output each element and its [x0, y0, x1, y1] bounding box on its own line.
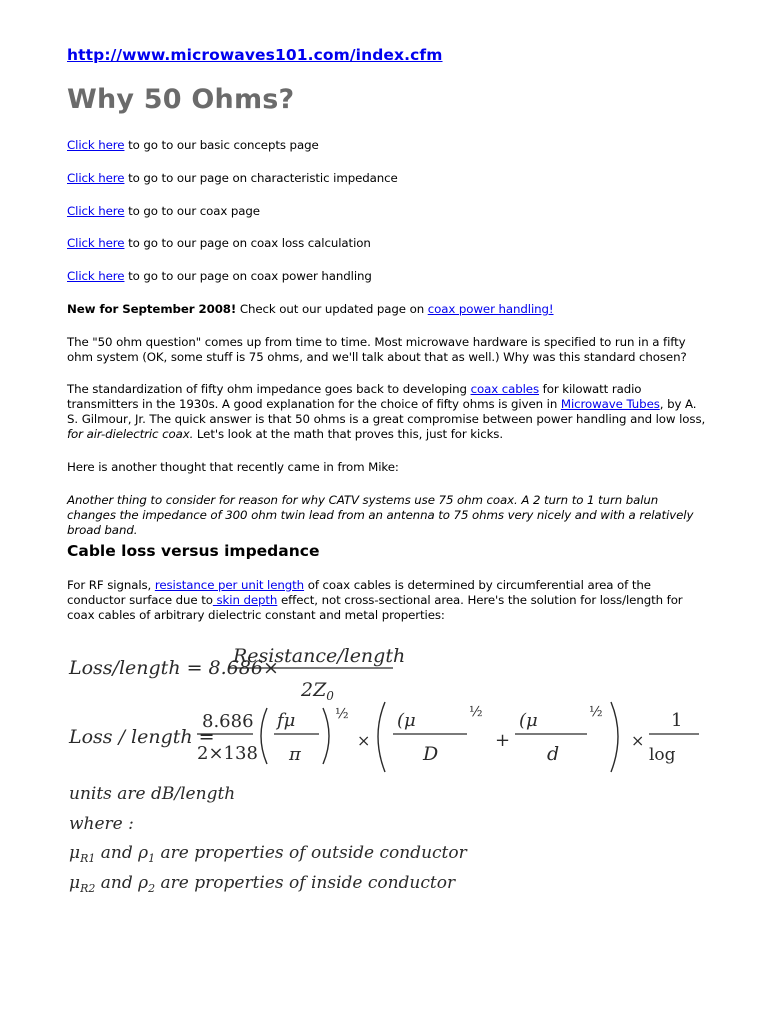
eq1-lhs: Loss/length = 8.686× [69, 657, 279, 679]
plus-sign: + [495, 730, 511, 751]
where-line: where : [69, 814, 134, 834]
mike-quote: Another thing to consider for reason for why CATV systems use 75 ohm coax. A 2 turn to 1 turn balun changes the impedance of 300 ohm twin lead from an antenna to 75 ohms very nicely and with a relatively broad band. [67, 493, 694, 537]
mike-intro: Here is another thought that recently came in from Mike: [67, 460, 399, 474]
text-span: for kilowatt radio transmitters in the 1930s. A good explanation for the choice of fifty ohms is given in [67, 382, 642, 411]
skin-depth-link[interactable]: skin depth [212, 593, 278, 607]
eq2-coef-numerator: 8.686 [202, 711, 254, 732]
eq2-paren-right [323, 708, 329, 764]
click-here-link[interactable]: Click here [67, 204, 125, 218]
units-line: units are dB/length [69, 784, 236, 804]
resistance-per-unit-length-link[interactable]: resistance per unit length [154, 578, 305, 592]
link-line-coax [67, 204, 707, 219]
eq1-denominator: $2Z_0$ [301, 679, 334, 703]
text-span: of coax cables is determined by circumferential area of the conductor surface due to [67, 578, 651, 607]
link-line-text: to go to our coax page [124, 204, 260, 218]
loss-equation-image [67, 636, 707, 906]
link-line-basic-concepts [67, 138, 707, 153]
inside-conductor-line: $\mu_{R2}$ and $\rho_2$ are properties of inside conductor [69, 873, 456, 895]
text-span: effect, not cross-sectional area. Here's the solution for loss/length for coax cables of arbitrary dielectric constant and metal properties: [67, 593, 683, 622]
text-span: The standardization of fifty ohm impedance goes back to developing [67, 382, 471, 396]
eq2-coef-denominator: 2×138 [197, 743, 258, 764]
page-title: Why 50 Ohms? [67, 84, 295, 115]
intro-paragraph: The "50 ohm question" comes up from time to time. Most microwave hardware is specified to run in a fifty ohm system (OK, some stuff is 75 ohms, and we'll talk about that as well.) Why was this standard chosen? [67, 335, 687, 364]
eq2-term2-numerator: (μ [397, 710, 416, 731]
eq2-term1-numerator: fμ [277, 710, 296, 731]
eq2-term1-denominator: π [289, 744, 301, 765]
emphasis-text: for air-dielectric coax. [67, 427, 194, 441]
link-line-text: to go to our basic concepts page [124, 138, 319, 152]
click-here-link[interactable]: Click here [67, 171, 125, 185]
eq2-one: 1 [671, 710, 683, 731]
text-span: For RF signals, [67, 578, 155, 592]
eq2-term3-denominator: d [547, 743, 560, 765]
coax-cables-link[interactable]: coax cables [470, 382, 540, 396]
eq2-big-paren-left [378, 702, 385, 772]
times-sign: × [357, 731, 371, 750]
section-heading: Cable loss versus impedance [67, 542, 320, 560]
text-span: , by A. S. Gilmour, Jr. The quick answer is that 50 ohms is a great compromise between power handling and low loss, [67, 397, 706, 426]
eq1-numerator: Resistance/length [233, 645, 406, 667]
microwave-tubes-link[interactable]: Microwave Tubes [560, 397, 660, 411]
click-here-link[interactable]: Click here [67, 138, 125, 152]
news-line [67, 302, 707, 317]
link-line-coax-power [67, 269, 707, 284]
click-here-link[interactable]: Click here [67, 236, 125, 250]
link-line-text: to go to our page on coax loss calculation [124, 236, 371, 250]
link-line-text: to go to our page on coax power handling [124, 269, 372, 283]
link-line-text: to go to our page on characteristic impedance [124, 171, 398, 185]
times-sign: × [631, 731, 645, 750]
outside-conductor-line: $\mu_{R1}$ and $\rho_1$ are properties of outside conductor [69, 843, 467, 865]
coax-power-handling-link[interactable]: coax power handling! [427, 302, 554, 316]
eq2-paren-left [261, 708, 267, 764]
source-url-link[interactable]: http://www.microwaves101.com/index.cfm [67, 46, 443, 64]
eq2-term3-numerator: (μ [519, 710, 538, 731]
eq2-big-paren-right [611, 702, 618, 772]
eq2-exponent-half-2: ½ [469, 704, 483, 720]
link-line-coax-loss [67, 236, 707, 251]
eq2-log: log [649, 745, 676, 765]
eq2-exponent-half: ½ [335, 706, 349, 722]
skin-depth-paragraph [67, 578, 707, 623]
link-line-characteristic-impedance [67, 171, 707, 186]
click-here-link[interactable]: Click here [67, 269, 125, 283]
standardization-paragraph [67, 382, 707, 442]
news-label: New for September 2008! [67, 302, 237, 316]
eq2-exponent-half-3: ½ [589, 704, 603, 720]
eq2-lhs: Loss / length = [69, 726, 215, 748]
news-text: Check out our updated page on [236, 302, 428, 316]
text-span: Let's look at the math that proves this, just for kicks. [193, 427, 504, 441]
eq2-term2-denominator: D [423, 743, 439, 765]
